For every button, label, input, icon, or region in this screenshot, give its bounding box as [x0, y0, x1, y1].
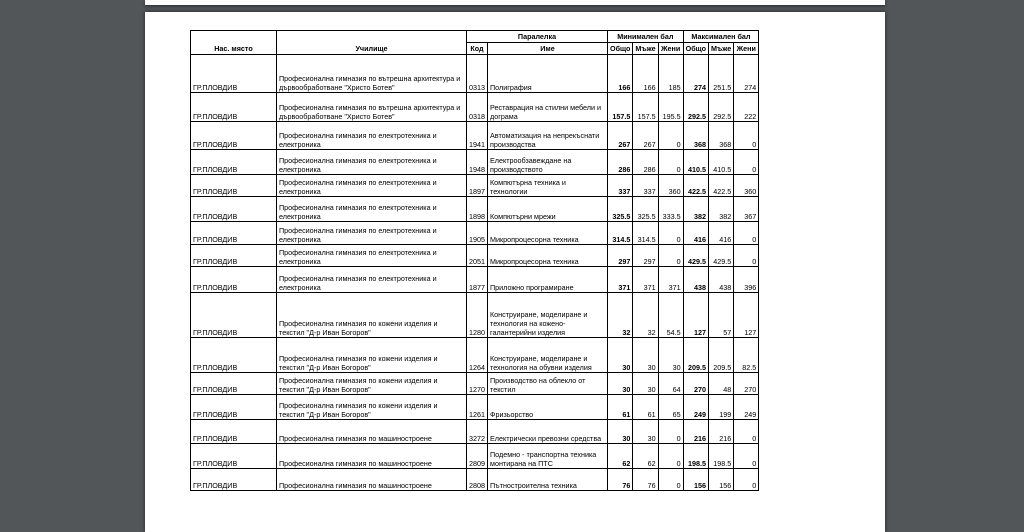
cell-code: 1280 [467, 293, 488, 338]
cell-code: 2051 [467, 245, 488, 267]
cell-max-total: 382 [683, 197, 708, 222]
cell-max-female: 0 [734, 122, 759, 150]
cell-max-male: 198.5 [709, 444, 734, 469]
cell-min-total: 30 [608, 420, 633, 444]
cell-min-total: 286 [608, 150, 633, 175]
cell-town: ГР.ПЛОВДИВ [191, 222, 277, 245]
cell-min-male: 371 [633, 267, 658, 293]
cell-school: Професионална гимназия по електротехника и електроника [277, 222, 467, 245]
cell-max-male: 416 [709, 222, 734, 245]
cell-max-male: 292.5 [709, 93, 734, 122]
table-row [191, 175, 759, 197]
cell-min-total: 157.5 [608, 93, 633, 122]
document-page [145, 12, 885, 532]
table-row [191, 197, 759, 222]
cell-max-total: 368 [683, 122, 708, 150]
cell-min-total: 325.5 [608, 197, 633, 222]
cell-school: Професионална гимназия по машиностроене [277, 420, 467, 444]
cell-name: Конструиране, моделиране и технология на кожено-галантерийни изделия [488, 293, 608, 338]
header-name: Име [488, 43, 608, 55]
table-row [191, 267, 759, 293]
cell-max-female: 396 [734, 267, 759, 293]
cell-code: 0313 [467, 55, 488, 93]
cell-min-male: 76 [633, 469, 658, 491]
cell-max-female: 82.5 [734, 338, 759, 373]
cell-max-male: 382 [709, 197, 734, 222]
cell-min-male: 157.5 [633, 93, 658, 122]
cell-min-total: 62 [608, 444, 633, 469]
header-max-female: Жени [734, 43, 759, 55]
cell-name: Фризьорство [488, 395, 608, 420]
cell-min-total: 267 [608, 122, 633, 150]
cell-max-total: 410.5 [683, 150, 708, 175]
cell-name: Автоматизация на непрекъснати производства [488, 122, 608, 150]
cell-code: 3272 [467, 420, 488, 444]
cell-name: Микропроцесорна техника [488, 222, 608, 245]
cell-min-female: 360 [658, 175, 683, 197]
cell-name: Микропроцесорна техника [488, 245, 608, 267]
header-max-total: Общо [683, 43, 708, 55]
cell-min-female: 185 [658, 55, 683, 93]
table-header [191, 31, 759, 55]
cell-min-male: 267 [633, 122, 658, 150]
cell-min-total: 30 [608, 338, 633, 373]
cell-max-total: 209.5 [683, 338, 708, 373]
cell-max-male: 251.5 [709, 55, 734, 93]
cell-max-male: 368 [709, 122, 734, 150]
cell-max-total: 274 [683, 55, 708, 93]
cell-code: 1897 [467, 175, 488, 197]
cell-school: Професионална гимназия по кожени изделия и текстил "Д-р Иван Богоров" [277, 338, 467, 373]
cell-min-male: 314.5 [633, 222, 658, 245]
cell-code: 1261 [467, 395, 488, 420]
cell-school: Професионална гимназия по кожени изделия и текстил "Д-р Иван Богоров" [277, 293, 467, 338]
cell-min-total: 297 [608, 245, 633, 267]
cell-name: Конструиране, моделиране и технология на обувни изделия [488, 338, 608, 373]
cell-min-female: 371 [658, 267, 683, 293]
cell-max-male: 57 [709, 293, 734, 338]
header-school: Училище [277, 43, 467, 55]
cell-min-female: 64 [658, 373, 683, 395]
cell-min-female: 195.5 [658, 93, 683, 122]
header-blank [277, 31, 467, 43]
cell-max-total: 249 [683, 395, 708, 420]
cell-max-female: 367 [734, 197, 759, 222]
cell-max-total: 416 [683, 222, 708, 245]
cell-max-female: 222 [734, 93, 759, 122]
cell-town: ГР.ПЛОВДИВ [191, 267, 277, 293]
cell-school: Професионална гимназия по машиностроене [277, 469, 467, 491]
scores-table [190, 30, 759, 491]
cell-max-total: 216 [683, 420, 708, 444]
cell-town: ГР.ПЛОВДИВ [191, 444, 277, 469]
cell-min-total: 371 [608, 267, 633, 293]
cell-min-male: 30 [633, 338, 658, 373]
cell-name: Производство на облекло от текстил [488, 373, 608, 395]
cell-max-female: 0 [734, 150, 759, 175]
cell-min-total: 337 [608, 175, 633, 197]
cell-max-female: 360 [734, 175, 759, 197]
table-row [191, 420, 759, 444]
header-class-group: Паралелка [467, 31, 608, 43]
cell-max-total: 270 [683, 373, 708, 395]
cell-name: Пътностроителна техника [488, 469, 608, 491]
cell-school: Професионална гимназия по електротехника и електроника [277, 150, 467, 175]
cell-school: Професионална гимназия по вътрешна архитектура и дървообработване "Христо Ботев" [277, 93, 467, 122]
cell-max-total: 438 [683, 267, 708, 293]
table-row [191, 444, 759, 469]
cell-min-male: 32 [633, 293, 658, 338]
cell-code: 2808 [467, 469, 488, 491]
cell-max-female: 0 [734, 444, 759, 469]
cell-code: 1264 [467, 338, 488, 373]
cell-min-male: 30 [633, 420, 658, 444]
cell-school: Професионална гимназия по електротехника и електроника [277, 267, 467, 293]
cell-name: Електрообзавеждане на производството [488, 150, 608, 175]
cell-code: 1905 [467, 222, 488, 245]
cell-school: Професионална гимназия по електротехника и електроника [277, 122, 467, 150]
cell-min-male: 61 [633, 395, 658, 420]
table-row [191, 150, 759, 175]
table-row [191, 122, 759, 150]
cell-max-female: 0 [734, 222, 759, 245]
cell-max-male: 438 [709, 267, 734, 293]
table-row [191, 338, 759, 373]
cell-school: Професионална гимназия по машиностроене [277, 444, 467, 469]
cell-min-female: 0 [658, 245, 683, 267]
cell-max-male: 429.5 [709, 245, 734, 267]
cell-town: ГР.ПЛОВДИВ [191, 373, 277, 395]
cell-school: Професионална гимназия по кожени изделия и текстил "Д-р Иван Богоров" [277, 395, 467, 420]
cell-min-female: 0 [658, 222, 683, 245]
cell-school: Професионална гимназия по електротехника и електроника [277, 175, 467, 197]
cell-min-total: 32 [608, 293, 633, 338]
cell-min-male: 286 [633, 150, 658, 175]
header-min-score: Минимален бал [608, 31, 684, 43]
cell-name: Електрически превозни средства [488, 420, 608, 444]
header-min-male: Мъже [633, 43, 658, 55]
cell-max-total: 156 [683, 469, 708, 491]
cell-town: ГР.ПЛОВДИВ [191, 469, 277, 491]
cell-code: 1948 [467, 150, 488, 175]
cell-town: ГР.ПЛОВДИВ [191, 245, 277, 267]
cell-max-total: 429.5 [683, 245, 708, 267]
cell-code: 1877 [467, 267, 488, 293]
cell-code: 1941 [467, 122, 488, 150]
header-max-score: Максимален бал [683, 31, 759, 43]
header-max-male: Мъже [709, 43, 734, 55]
cell-max-male: 156 [709, 469, 734, 491]
cell-min-total: 61 [608, 395, 633, 420]
cell-town: ГР.ПЛОВДИВ [191, 197, 277, 222]
cell-school: Професионална гимназия по електротехника и електроника [277, 197, 467, 222]
header-blank [191, 31, 277, 43]
cell-town: ГР.ПЛОВДИВ [191, 338, 277, 373]
header-town: Нас. място [191, 43, 277, 55]
cell-max-female: 0 [734, 420, 759, 444]
header-min-total: Общо [608, 43, 633, 55]
header-min-female: Жени [658, 43, 683, 55]
cell-min-female: 0 [658, 469, 683, 491]
cell-town: ГР.ПЛОВДИВ [191, 55, 277, 93]
cell-max-female: 0 [734, 469, 759, 491]
cell-min-total: 166 [608, 55, 633, 93]
cell-school: Професионална гимназия по кожени изделия и текстил "Д-р Иван Богоров" [277, 373, 467, 395]
cell-min-total: 76 [608, 469, 633, 491]
cell-max-total: 422.5 [683, 175, 708, 197]
cell-min-male: 62 [633, 444, 658, 469]
table-row [191, 395, 759, 420]
cell-code: 1898 [467, 197, 488, 222]
cell-town: ГР.ПЛОВДИВ [191, 420, 277, 444]
cell-school: Професионална гимназия по вътрешна архитектура и дървообработване "Христо Ботев" [277, 55, 467, 93]
cell-min-male: 166 [633, 55, 658, 93]
table-row [191, 93, 759, 122]
cell-max-male: 410.5 [709, 150, 734, 175]
cell-min-male: 30 [633, 373, 658, 395]
cell-code: 0318 [467, 93, 488, 122]
cell-min-male: 297 [633, 245, 658, 267]
cell-min-female: 65 [658, 395, 683, 420]
cell-max-male: 422.5 [709, 175, 734, 197]
cell-min-female: 30 [658, 338, 683, 373]
cell-min-total: 314.5 [608, 222, 633, 245]
table-row [191, 373, 759, 395]
cell-code: 2809 [467, 444, 488, 469]
cell-name: Подемно - транспортна техника монтирана на ПТС [488, 444, 608, 469]
cell-max-female: 249 [734, 395, 759, 420]
cell-name: Приложно програмиране [488, 267, 608, 293]
cell-town: ГР.ПЛОВДИВ [191, 122, 277, 150]
header-code: Код [467, 43, 488, 55]
table-row [191, 245, 759, 267]
cell-min-female: 0 [658, 122, 683, 150]
cell-max-female: 0 [734, 245, 759, 267]
cell-town: ГР.ПЛОВДИВ [191, 93, 277, 122]
cell-name: Реставрация на стилни мебели и дограма [488, 93, 608, 122]
cell-max-female: 274 [734, 55, 759, 93]
cell-min-female: 0 [658, 420, 683, 444]
cell-max-male: 216 [709, 420, 734, 444]
cell-max-total: 292.5 [683, 93, 708, 122]
cell-max-male: 209.5 [709, 338, 734, 373]
cell-name: Компютърни мрежи [488, 197, 608, 222]
previous-page-edge [145, 0, 885, 5]
cell-town: ГР.ПЛОВДИВ [191, 150, 277, 175]
cell-name: Компютърна техника и технологии [488, 175, 608, 197]
table-row [191, 293, 759, 338]
cell-min-male: 325.5 [633, 197, 658, 222]
cell-min-male: 337 [633, 175, 658, 197]
cell-code: 1270 [467, 373, 488, 395]
cell-min-female: 333.5 [658, 197, 683, 222]
table-row [191, 55, 759, 93]
cell-max-total: 198.5 [683, 444, 708, 469]
cell-max-female: 127 [734, 293, 759, 338]
cell-max-male: 48 [709, 373, 734, 395]
cell-town: ГР.ПЛОВДИВ [191, 395, 277, 420]
cell-name: Полиграфия [488, 55, 608, 93]
table-row [191, 469, 759, 491]
cell-min-female: 54.5 [658, 293, 683, 338]
table-body [191, 55, 759, 491]
cell-school: Професионална гимназия по електротехника и електроника [277, 245, 467, 267]
cell-max-male: 199 [709, 395, 734, 420]
cell-min-female: 0 [658, 150, 683, 175]
table-row [191, 222, 759, 245]
cell-max-female: 270 [734, 373, 759, 395]
cell-min-female: 0 [658, 444, 683, 469]
cell-town: ГР.ПЛОВДИВ [191, 175, 277, 197]
cell-town: ГР.ПЛОВДИВ [191, 293, 277, 338]
cell-max-total: 127 [683, 293, 708, 338]
cell-min-total: 30 [608, 373, 633, 395]
